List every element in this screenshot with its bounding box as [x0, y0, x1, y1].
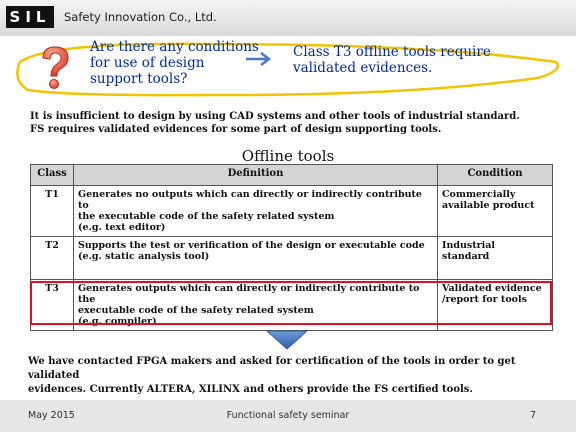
table-title: Offline tools: [241, 147, 335, 165]
table-row: [31, 186, 553, 237]
header-definition: Definition: [74, 165, 438, 186]
intro-line: FS requires validated evidences for some part of design supporting tools.: [30, 124, 442, 135]
condition-cell: [438, 237, 553, 280]
condition-line: available product: [442, 200, 535, 211]
conclusion-line: evidences. Currently ALTERA, XILINX and others provide the FS certified tools.: [28, 384, 473, 395]
question-mark-icon: [38, 45, 72, 91]
intro-text: [30, 110, 570, 136]
condition-cell: [438, 186, 553, 237]
definition-line: Generates no outputs which can directly or indirectly contribute to: [78, 189, 422, 211]
question-text: Are there any conditions for use of design support tools?: [90, 39, 259, 87]
definition-line: executable code of the safety related system: [78, 305, 314, 316]
condition-line: Commercially: [442, 189, 516, 200]
header-condition: Condition: [438, 165, 553, 186]
down-arrow-icon: [266, 330, 308, 350]
definition-line: Supports the test or verification of the design or executable code: [78, 240, 425, 251]
header-class: Class: [31, 165, 74, 186]
definition-line: (e.g. text editor): [78, 222, 166, 233]
condition-line: standard: [442, 251, 490, 262]
class-cell: T1: [31, 186, 74, 237]
conclusion-line: We have contacted FPGA makers and asked for certification of the tools in order to get validated: [28, 356, 516, 381]
table-row: [31, 280, 553, 331]
header-bar: [0, 0, 576, 36]
answer-text: Class T3 offline tools require validated evidences.: [293, 44, 491, 76]
offline-tools-table: [30, 164, 553, 331]
definition-cell: [74, 237, 438, 280]
definition-line: (e.g. compiler): [78, 316, 157, 327]
footer-title: Functional safety seminar: [226, 410, 350, 421]
conclusion-text: [28, 355, 558, 397]
definition-line: (e.g. static analysis tool): [78, 251, 210, 262]
definition-cell: [74, 186, 438, 237]
condition-cell: [438, 280, 553, 331]
table-header-row: [31, 165, 553, 186]
definition-line: the executable code of the safety related system: [78, 211, 335, 222]
class-cell: T3: [31, 280, 74, 331]
footer-bar: [0, 400, 576, 432]
condition-line: Validated evidence: [442, 283, 542, 294]
definition-cell: [74, 280, 438, 331]
class-cell: T2: [31, 237, 74, 280]
company-name: Safety Innovation Co., Ltd.: [64, 10, 217, 24]
footer-date: May 2015: [28, 410, 75, 421]
condition-line: Industrial: [442, 240, 496, 251]
sil-logo: SIL: [6, 6, 54, 28]
condition-line: /report for tools: [442, 294, 527, 305]
page-number: 7: [529, 410, 536, 421]
table-row: [31, 237, 553, 280]
intro-line: It is insufficient to design by using CAD systems and other tools of industrial standard.: [30, 111, 520, 122]
right-arrow-icon: [244, 51, 274, 67]
definition-line: Generates outputs which can directly or indirectly contribute to the: [78, 283, 420, 305]
